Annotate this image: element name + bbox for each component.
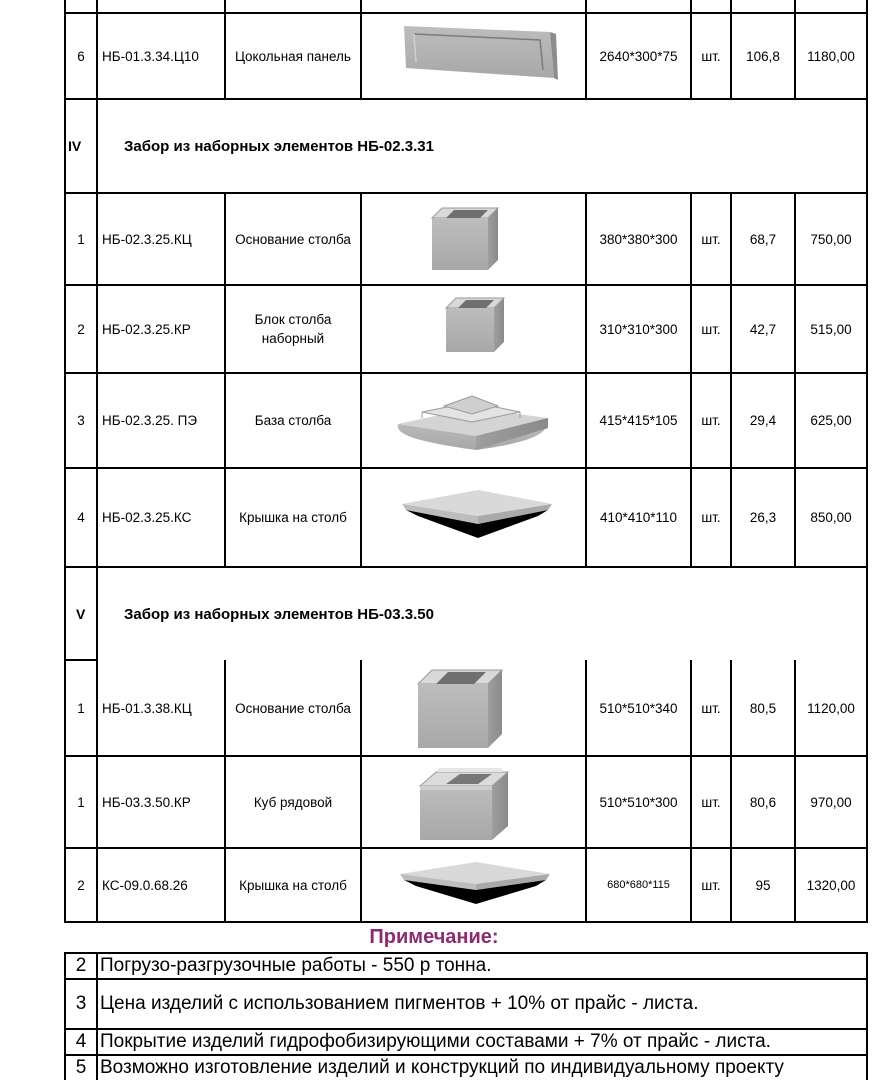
note-text: Погрузо-разгрузочные работы - 550 р тонна.	[100, 955, 492, 976]
plinth-panel-icon	[400, 22, 560, 86]
product-code: НБ-02.3.25.КЦ	[102, 231, 192, 247]
section-title: Забор из наборных элементов НБ-03.3.50	[124, 605, 434, 623]
product-code: НБ-02.3.25. ПЭ	[102, 413, 198, 428]
product-name: Крышка на столб	[239, 877, 347, 893]
product-weight: 106,8	[746, 48, 780, 64]
product-weight: 95	[755, 877, 771, 893]
pillar-base-block-icon	[428, 204, 524, 276]
row-number: 1	[77, 700, 85, 716]
product-size: 380*380*300	[599, 231, 678, 247]
product-name: Основание столба	[235, 700, 351, 716]
row-number: 1	[77, 231, 85, 247]
product-code: НБ-01.3.38.КЦ	[102, 700, 192, 716]
note-text: Цена изделий с использованием пигментов + 10% от прайс - листа.	[100, 993, 699, 1014]
product-size: 410*410*110	[599, 510, 678, 525]
product-weight: 80,5	[749, 700, 777, 716]
row-number: 6	[77, 48, 85, 64]
product-size: 510*510*340	[599, 700, 678, 716]
note-number: 3	[75, 993, 87, 1014]
section-number: V	[76, 606, 86, 622]
product-unit: шт.	[701, 231, 721, 247]
pillar-block-icon	[442, 294, 522, 356]
note-title: Примечание:	[369, 926, 499, 948]
note-number: 2	[75, 955, 87, 976]
pillar-base-block-icon	[414, 666, 530, 752]
product-code: НБ-03.3.50.КР	[102, 794, 191, 810]
product-price: 515,00	[810, 321, 852, 337]
section-number: IV	[68, 138, 82, 154]
note-number: 4	[75, 1031, 87, 1052]
row-number: 2	[77, 877, 85, 893]
product-code: НБ-01.3.34.Ц10	[102, 48, 199, 64]
product-name: Крышка на столб	[239, 510, 347, 525]
product-unit: шт.	[701, 48, 721, 64]
product-name: Куб рядовой	[253, 794, 333, 810]
note-number: 5	[75, 1057, 87, 1078]
product-code: НБ-02.3.25.КС	[102, 510, 192, 525]
product-price: 970,00	[810, 794, 852, 810]
product-unit: шт.	[701, 321, 721, 337]
product-unit: шт.	[701, 794, 721, 810]
product-price: 1180,00	[807, 48, 855, 64]
product-price: 625,00	[810, 413, 852, 428]
product-unit: шт.	[701, 877, 721, 893]
product-weight: 26,3	[749, 510, 777, 525]
row-number: 4	[77, 510, 85, 525]
pillar-plinth-icon	[392, 384, 554, 454]
product-weight: 68,7	[749, 231, 777, 247]
product-code: КС-09.0.68.26	[102, 877, 188, 893]
product-size: 310*310*300	[599, 321, 678, 337]
pillar-cap-icon	[396, 856, 556, 908]
product-size: 415*415*105	[599, 413, 678, 428]
product-unit: шт.	[701, 413, 721, 428]
product-size: 510*510*300	[599, 794, 678, 810]
product-name: База столба	[254, 413, 332, 428]
product-price: 1120,00	[807, 700, 855, 716]
section-title: Забор из наборных элементов НБ-02.3.31	[124, 137, 434, 155]
product-price: 1320,00	[806, 877, 856, 893]
product-size: 2640*300*75	[599, 48, 678, 64]
product-price: 850,00	[810, 510, 852, 525]
product-weight: 29,4	[749, 413, 777, 428]
product-unit: шт.	[701, 510, 721, 525]
row-number: 2	[77, 321, 85, 337]
row-number: 1	[77, 794, 85, 810]
product-weight: 42,7	[749, 321, 777, 337]
row-number: 3	[77, 413, 85, 428]
product-size: 680*680*115	[607, 878, 670, 891]
note-text: Возможно изготовление изделий и конструкций по индивидуальному проекту	[100, 1057, 784, 1078]
product-price: 750,00	[810, 231, 852, 247]
product-name: Цокольная панель	[235, 48, 351, 64]
product-name: Блок столба наборный	[254, 312, 332, 346]
product-unit: шт.	[701, 700, 721, 716]
pillar-cap-icon	[398, 482, 558, 542]
product-name: Основание столба	[235, 231, 351, 247]
cube-block-icon	[416, 764, 522, 844]
product-weight: 80,6	[749, 794, 777, 810]
product-code: НБ-02.3.25.КР	[102, 321, 191, 337]
note-text: Покрытие изделий гидрофобизирующими составами + 7% от прайс - листа.	[100, 1031, 771, 1052]
